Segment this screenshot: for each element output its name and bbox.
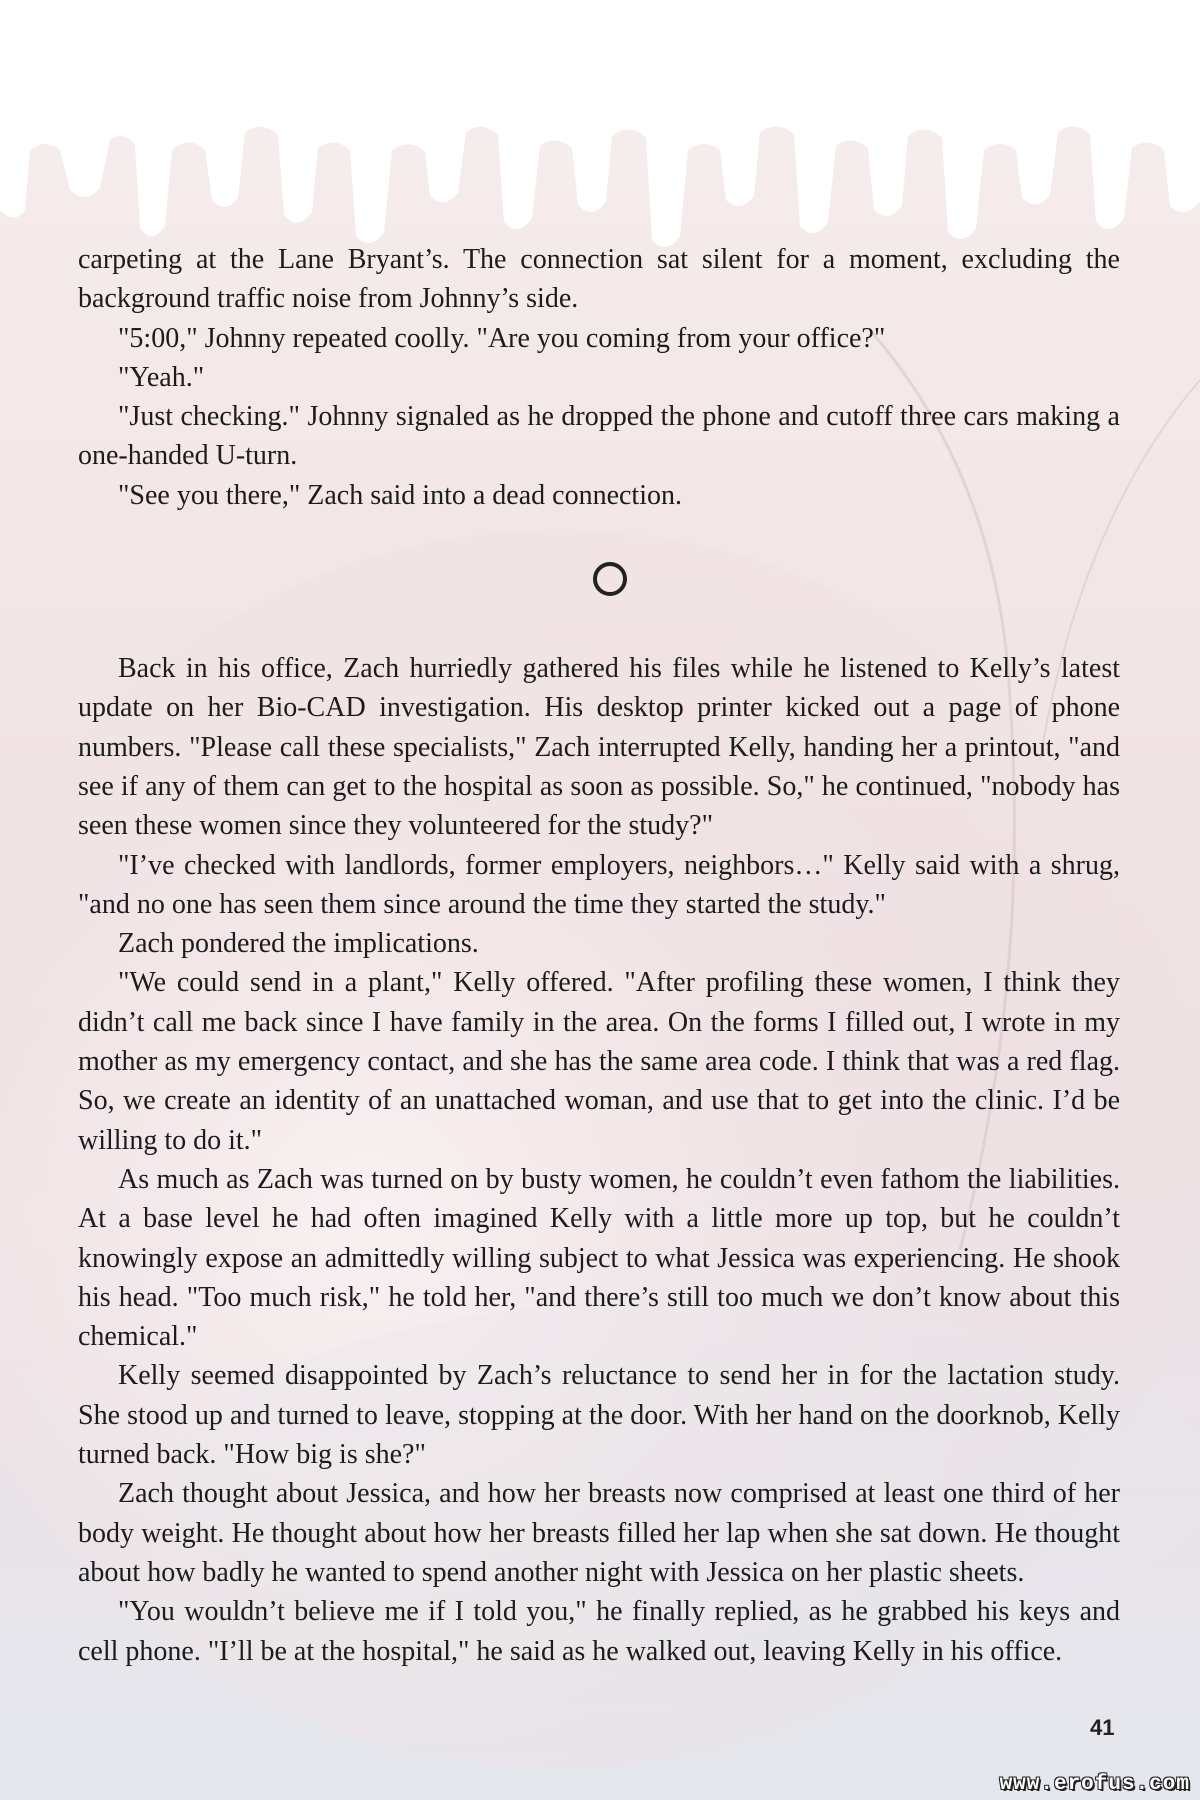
paragraph: Zach thought about Jessica, and how her breasts now comprised at least one third of her body weight. He thought about how her breasts filled her lap when she sat down. He thought about how badly he wanted to spend another night with Jessica on her plastic sheets. [78, 1478, 1120, 1588]
page-number: 41 [1090, 1715, 1115, 1740]
paragraph: "You wouldn’t believe me if I told you," he finally replied, as he grabbed his keys and cell phone. "I’ll be at the hospital," he said as he walked out, leaving Kelly in his office. [78, 1596, 1120, 1667]
paragraph: As much as Zach was turned on by busty women, he couldn’t even fathom the liabilities. At a base level he had often imagined Kelly with a little more up top, but he couldn’t knowingly expose an admittedly willing subject to what Jessica was experiencing. He shook his head. "Too much risk," he told her, "and there’s still too much we don’t know about this chemical." [78, 1163, 1120, 1353]
paragraph: Back in his office, Zach hurriedly gathered his files while he listened to Kelly’s latest update on her Bio-CAD investigation. His desktop printer kicked out a page of phone numbers. "Please call these specialists," Zach interrupted Kelly, handing her a printout, "and see if any of them can get to the hospital as soon as possible. So," he continued, "nobody has seen these women since they volunteered for the study?" [78, 653, 1120, 842]
body-text [78, 240, 1120, 1671]
section-break [78, 509, 1120, 649]
paragraph: "Yeah." [118, 361, 205, 393]
paragraph: "See you there," Zach said into a dead connection. [118, 479, 682, 511]
drip-band [0, 0, 1200, 247]
section-break-ornament [593, 562, 627, 596]
paragraph: "We could send in a plant," Kelly offered. "After profiling these women, I think they didn’t call me back since I have family in the area. On the forms I filled out, I wrote in my mother as my emergency contact, and she has the same area code. I think that was a red flag. So, we create an identity of an unattached woman, and use that to get into the clinic. I’d be willing to do it." [78, 967, 1120, 1156]
watermark: www.erofus.com [999, 1773, 1190, 1796]
paragraph: Kelly seemed disappointed by Zach’s reluctance to send her in for the lactation study. She stood up and turned to leave, stopping at the door. With her hand on the doorknob, Kelly turned back. "How big is she?" [78, 1360, 1120, 1471]
paragraph: "I’ve checked with landlords, former employers, neighbors…" Kelly said with a shrug, "and no one has seen them since around the time they started the study." [78, 849, 1120, 920]
paragraph: "Just checking." Johnny signaled as he dropped the phone and cutoff three cars making a one-handed U-turn. [78, 401, 1120, 472]
paragraph: Zach pondered the implications. [118, 928, 479, 960]
paragraph: carpeting at the Lane Bryant’s. The connection sat silent for a moment, excluding the background traffic noise from Johnny’s side. [78, 244, 1120, 315]
paragraph: "5:00," Johnny repeated coolly. "Are you coming from your office?" [118, 322, 886, 354]
